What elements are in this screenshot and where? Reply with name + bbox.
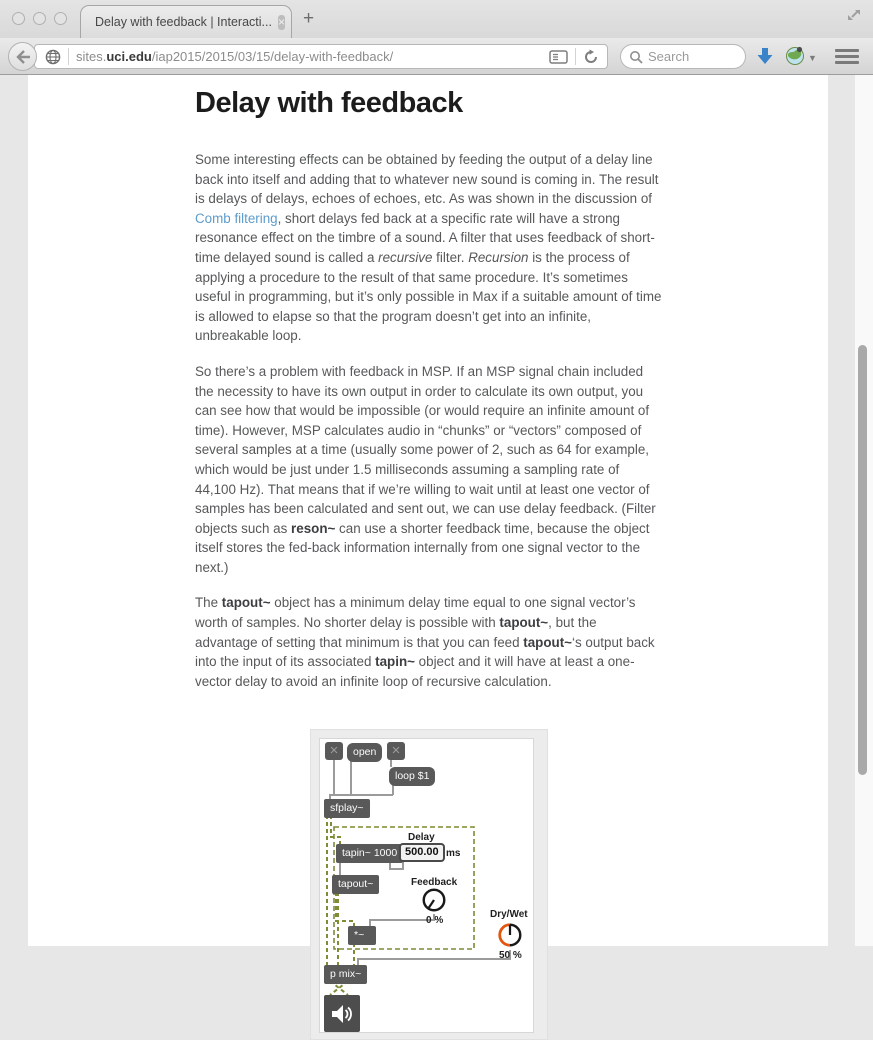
new-tab-button[interactable]: + (303, 8, 315, 29)
pmix-object-box: p mix~ (324, 965, 367, 984)
text-segment: can use a shorter feedback time, because the object itself stores the fed-back information internally from one signal vector to the next.) (195, 520, 650, 575)
tab-close-icon[interactable]: × (277, 14, 285, 29)
page-title: Delay with feedback (195, 87, 463, 119)
menu-bar-icon (835, 49, 859, 52)
text-segment: tapin~ (375, 654, 415, 670)
menu-button[interactable] (835, 49, 859, 67)
addon-button[interactable] (784, 45, 806, 72)
article (28, 87, 688, 1040)
window-controls (12, 12, 67, 25)
back-button[interactable] (8, 42, 37, 71)
content-column (28, 75, 828, 981)
text-segment: , but the advantage of setting that minimum is that you can feed (195, 615, 597, 650)
download-arrow-icon (754, 45, 776, 67)
browser-tab[interactable] (80, 5, 292, 38)
search-input[interactable] (648, 49, 734, 64)
urlbar-divider (575, 48, 576, 65)
text-segment: tapout~ (221, 595, 271, 611)
toggle-icon: × (387, 742, 405, 760)
address-bar[interactable] (34, 44, 608, 69)
text-segment: filter. (432, 249, 469, 265)
speaker-button (324, 995, 360, 1032)
tapin-object-box: tapin~ 1000 (336, 844, 403, 863)
text-segment: ‘s output back into the input of its associated (195, 634, 655, 670)
sfplay-object-box: sfplay~ (324, 799, 370, 818)
fullscreen-icon[interactable] (845, 6, 863, 29)
url-domain: uci.edu (106, 49, 152, 64)
text-segment: Recursion (468, 249, 529, 265)
text-segment: tapout~ (499, 615, 549, 631)
feedback-label: Feedback (411, 877, 458, 889)
text-segment: recursive (378, 249, 433, 265)
zoom-window-button[interactable] (54, 12, 67, 25)
text-segment: reson~ (291, 520, 336, 536)
tab-title: Delay with feedback | Interacti... (95, 15, 272, 29)
text-segment: Some interesting effects can be obtained by feeding the output of a delay line back into itself and adding that to whatever new sound is coming in. The result is delays of delays, echoes of echoes, etc. As was shown in the discussion of (195, 152, 659, 207)
max-patch-canvas (319, 738, 534, 1033)
download-button[interactable] (754, 45, 776, 72)
feedback-value: 0 % (426, 915, 444, 927)
multiply-object-box: *~ (348, 926, 376, 945)
menu-bar-icon (835, 55, 859, 58)
urlbar-divider (68, 48, 69, 65)
text-segment: , short delays fed back at a specific rate will have a strong resonance effect on the timbre of a sound. A filter that uses feedback of short-time delayed sound is called a (195, 210, 655, 265)
drywet-label: Dry/Wet (490, 909, 528, 921)
scrollbar-thumb[interactable] (858, 345, 867, 775)
paragraph (195, 593, 662, 691)
menu-bar-icon (835, 61, 859, 64)
page-viewport (0, 75, 873, 981)
toggle-icon: × (325, 742, 343, 760)
tab-bar (0, 0, 873, 38)
tapout-object-box: tapout~ (332, 875, 379, 894)
navigation-toolbar (0, 38, 873, 75)
text-segment: object has a minimum delay time equal to one signal vector’s worth of samples. No shorter delay is possible with (195, 595, 636, 631)
text-segment: object and it will have at least a one-vector delay to avoid an infinite loop of recursive calculation. (195, 654, 635, 689)
text-segment: is the process of applying a procedure to the result of that same procedure. It’s sometimes useful in programming, but it’s only possible in Max if a suitable amount of time is allowed to elapse so that the program doesn’t get into an infinite, unbreakable loop. (195, 249, 662, 344)
max-patch-figure (310, 729, 548, 1040)
text-segment: tapout~ (523, 634, 572, 650)
loop-message-box: loop $1 (389, 767, 435, 786)
paragraph (195, 362, 662, 578)
delay-unit-label: ms (446, 848, 461, 860)
inline-link[interactable]: Comb filtering (195, 210, 278, 226)
url-path: /iap2015/2015/03/15/delay-with-feedback/ (151, 49, 394, 64)
drywet-value: 50 % (499, 950, 522, 962)
addon-dropdown-caret-icon[interactable]: ▼ (808, 53, 817, 63)
reader-mode-icon[interactable] (549, 50, 568, 64)
text-segment: The (195, 595, 222, 611)
reload-icon[interactable] (583, 49, 599, 65)
site-identity-globe-icon[interactable] (45, 49, 61, 65)
back-arrow-icon (15, 50, 31, 64)
text-segment: So there’s a problem with feedback in MSP. If an MSP signal chain included the necessity to have its own output in order to calculate its own output, you can see how that would be impossible (or would require an infinite amount of time). However, MSP calculates audio in “chunks” or “vectors” composed of several samples at a time (usually some power of 2, such as 64 for example, which would be just under 1.5 milliseconds assuming a sampling rate of 44,100 Hz). That means that if we’re willing to wait until at least one vector of samples has been calculated and sent out, we can use delay feedback. (Filter objects such as (195, 363, 656, 536)
paragraph (195, 150, 662, 346)
url-site: sites. (76, 49, 107, 64)
delay-label: Delay (408, 832, 435, 844)
minimize-window-button[interactable] (33, 12, 46, 25)
delay-number-box: 500.00 (399, 843, 445, 862)
addon-globe-icon (784, 45, 806, 67)
close-window-button[interactable] (12, 12, 25, 25)
url-text (76, 49, 549, 64)
article-paragraphs (195, 150, 688, 691)
search-box[interactable] (620, 44, 746, 69)
search-icon (629, 50, 643, 64)
open-message-box: open (347, 743, 382, 762)
speaker-icon (330, 1003, 354, 1025)
